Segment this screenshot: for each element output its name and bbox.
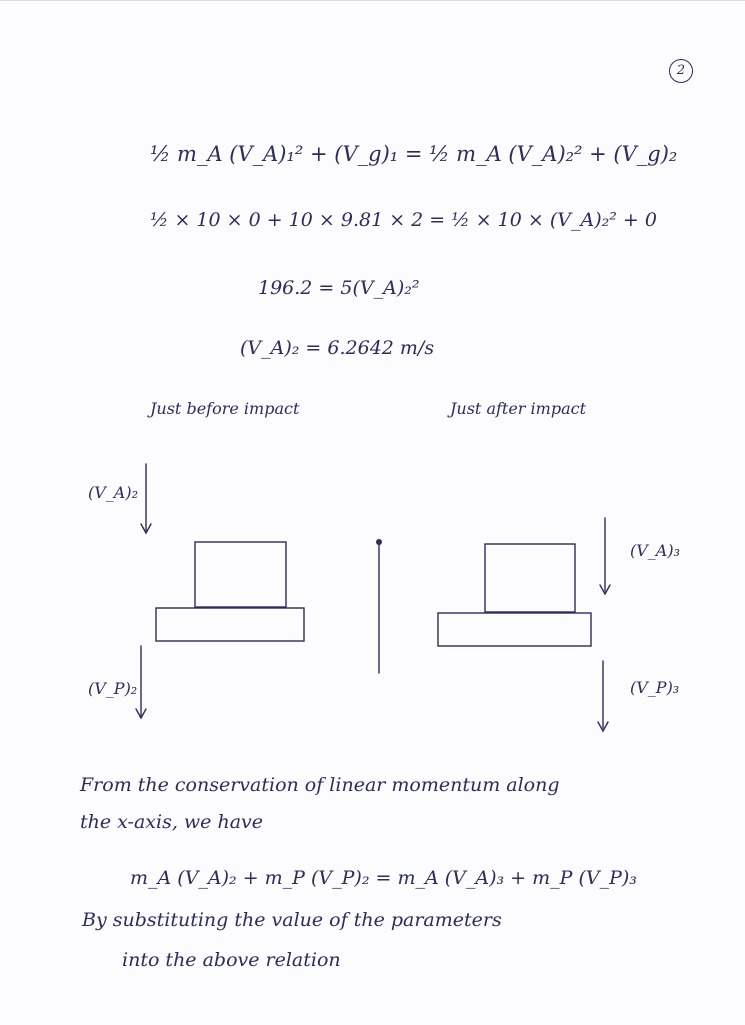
energy-equation-substituted: ½ × 10 × 0 + 10 × 9.81 × 2 = ½ × 10 × (V_A)₂² + 0 <box>150 209 657 231</box>
momentum-equation: m_A (V_A)₂ + m_P (V_P)₂ = m_A (V_A)₃ + m_P (V_P)₃ <box>130 867 637 889</box>
divider-top-dot <box>376 539 382 545</box>
label-vp3: (V_P)₃ <box>630 678 680 697</box>
substitution-line1: By substituting the value of the parameters <box>82 909 502 931</box>
plank-p-after <box>438 613 591 646</box>
label-just-after-impact: Just after impact <box>450 399 586 418</box>
block-a-before <box>195 542 286 607</box>
block-a-after <box>485 544 575 612</box>
velocity-result: (V_A)₂ = 6.2642 m/s <box>240 337 435 359</box>
momentum-intro-line2: the x-axis, we have <box>80 811 263 833</box>
label-vp2: (V_P)₂ <box>88 679 138 698</box>
energy-equation: ½ m_A (V_A)₁² + (V_g)₁ = ½ m_A (V_A)₂² + (V_g)₂ <box>150 142 678 166</box>
label-va2: (V_A)₂ <box>88 483 139 502</box>
page-number: 2 <box>669 59 693 83</box>
label-va3: (V_A)₃ <box>630 541 681 560</box>
label-just-before-impact: Just before impact <box>150 399 300 418</box>
plank-p-before <box>156 608 304 641</box>
momentum-intro-line1: From the conservation of linear momentum along <box>80 774 560 796</box>
substitution-line2: into the above relation <box>122 949 341 971</box>
energy-equation-simplified: 196.2 = 5(V_A)₂² <box>258 277 420 299</box>
